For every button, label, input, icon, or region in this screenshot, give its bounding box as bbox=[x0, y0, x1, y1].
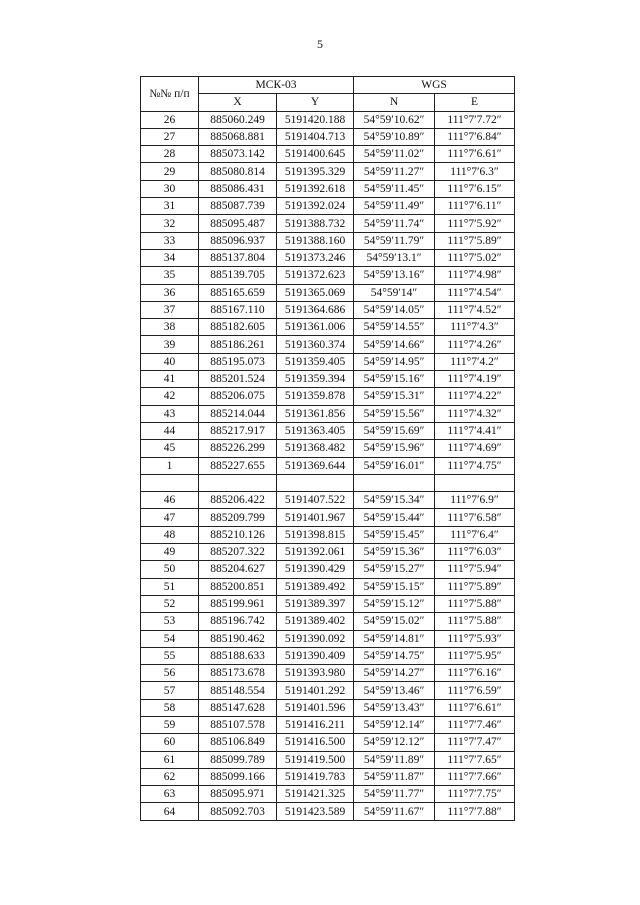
point-number-cell: 59 bbox=[141, 716, 199, 733]
table-row bbox=[141, 509, 515, 526]
n-cell: 54°59′11.49″ bbox=[354, 198, 435, 215]
x-cell: 885137.804 bbox=[199, 249, 277, 266]
table-row bbox=[141, 284, 515, 301]
e-cell: 111°7′6.58″ bbox=[435, 509, 515, 526]
table-row bbox=[141, 215, 515, 232]
point-number-cell: 51 bbox=[141, 578, 199, 595]
e-cell: 111°7′5.02″ bbox=[435, 249, 515, 266]
table-row bbox=[141, 146, 515, 163]
n-cell: 54°59′14.66″ bbox=[354, 336, 435, 353]
x-cell: 885199.961 bbox=[199, 595, 277, 612]
y-cell: 5191389.397 bbox=[277, 595, 354, 612]
point-number-cell: 40 bbox=[141, 353, 199, 370]
e-cell: 111°7′5.88″ bbox=[435, 613, 515, 630]
point-number-cell: 56 bbox=[141, 665, 199, 682]
wgs-header: WGS bbox=[354, 77, 515, 94]
n-cell: 54°59′11.74″ bbox=[354, 215, 435, 232]
x-cell: 885095.487 bbox=[199, 215, 277, 232]
table-row bbox=[141, 665, 515, 682]
point-number-cell: 63 bbox=[141, 786, 199, 803]
n-cell: 54°59′10.89″ bbox=[354, 128, 435, 145]
n-cell: 54°59′13.46″ bbox=[354, 682, 435, 699]
n-cell: 54°59′15.27″ bbox=[354, 561, 435, 578]
point-number-cell: 45 bbox=[141, 440, 199, 457]
n-cell: 54°59′11.79″ bbox=[354, 232, 435, 249]
n-cell: 54°59′10.62″ bbox=[354, 111, 435, 128]
x-cell: 885086.431 bbox=[199, 180, 277, 197]
x-cell: 885099.789 bbox=[199, 751, 277, 768]
n-cell: 54°59′14.05″ bbox=[354, 301, 435, 318]
point-number-cell: 31 bbox=[141, 198, 199, 215]
point-number-cell: 57 bbox=[141, 682, 199, 699]
table-row bbox=[141, 111, 515, 128]
point-number-cell: 27 bbox=[141, 128, 199, 145]
n-cell: 54°59′14.75″ bbox=[354, 647, 435, 664]
x-cell: 885227.655 bbox=[199, 457, 277, 474]
point-number-cell: 49 bbox=[141, 544, 199, 561]
point-number-cell: 29 bbox=[141, 163, 199, 180]
y-cell: 5191364.686 bbox=[277, 301, 354, 318]
table-row bbox=[141, 353, 515, 370]
e-cell: 111°7′6.03″ bbox=[435, 544, 515, 561]
y-cell: 5191372.623 bbox=[277, 267, 354, 284]
point-number-cell: 52 bbox=[141, 595, 199, 612]
point-number-cell: 30 bbox=[141, 180, 199, 197]
point-number-cell: 34 bbox=[141, 249, 199, 266]
e-cell: 111°7′7.88″ bbox=[435, 803, 515, 820]
n-cell: 54°59′15.34″ bbox=[354, 492, 435, 509]
table-header bbox=[141, 77, 515, 112]
table-row bbox=[141, 803, 515, 820]
n-cell: 54°59′15.56″ bbox=[354, 405, 435, 422]
n-cell: 54°59′11.89″ bbox=[354, 751, 435, 768]
n-cell: 54°59′14.81″ bbox=[354, 630, 435, 647]
table-row bbox=[141, 751, 515, 768]
x-cell: 885106.849 bbox=[199, 734, 277, 751]
page-number: 5 bbox=[317, 37, 323, 51]
x-cell: 885148.554 bbox=[199, 682, 277, 699]
y-cell: 5191388.160 bbox=[277, 232, 354, 249]
x-cell: 885107.578 bbox=[199, 716, 277, 733]
y-cell: 5191389.492 bbox=[277, 578, 354, 595]
e-cell: 111°7′5.95″ bbox=[435, 647, 515, 664]
x-cell: 885214.044 bbox=[199, 405, 277, 422]
n-cell: 54°59′12.12″ bbox=[354, 734, 435, 751]
point-number-cell: 28 bbox=[141, 146, 199, 163]
point-number-cell: 33 bbox=[141, 232, 199, 249]
table-row bbox=[141, 647, 515, 664]
table-row bbox=[141, 716, 515, 733]
x-cell: 885095.971 bbox=[199, 786, 277, 803]
e-cell: 111°7′5.89″ bbox=[435, 232, 515, 249]
n-cell: 54°59′15.16″ bbox=[354, 371, 435, 388]
e-cell: 111°7′6.61″ bbox=[435, 699, 515, 716]
y-cell: 5191393.980 bbox=[277, 665, 354, 682]
table-row bbox=[141, 682, 515, 699]
y-cell: 5191389.402 bbox=[277, 613, 354, 630]
e-cell: 111°7′6.61″ bbox=[435, 146, 515, 163]
table-row bbox=[141, 457, 515, 474]
x-cell: 885188.633 bbox=[199, 647, 277, 664]
point-number-cell: 47 bbox=[141, 509, 199, 526]
y-cell: 5191360.374 bbox=[277, 336, 354, 353]
x-cell: 885092.703 bbox=[199, 803, 277, 820]
table-row bbox=[141, 249, 515, 266]
e-cell: 111°7′5.92″ bbox=[435, 215, 515, 232]
e-cell: 111°7′4.26″ bbox=[435, 336, 515, 353]
e-cell: 111°7′7.75″ bbox=[435, 786, 515, 803]
x-cell: 885186.261 bbox=[199, 336, 277, 353]
point-number-cell: 38 bbox=[141, 319, 199, 336]
table-row bbox=[141, 319, 515, 336]
table-row bbox=[141, 526, 515, 543]
table-row bbox=[141, 595, 515, 612]
x-cell: 885060.249 bbox=[199, 111, 277, 128]
n-column-header: N bbox=[354, 94, 435, 111]
table-row bbox=[141, 422, 515, 439]
empty-cell bbox=[141, 474, 199, 491]
e-cell: 111°7′4.2″ bbox=[435, 353, 515, 370]
table-row bbox=[141, 613, 515, 630]
y-cell: 5191419.500 bbox=[277, 751, 354, 768]
e-cell: 111°7′6.16″ bbox=[435, 665, 515, 682]
x-cell: 885210.126 bbox=[199, 526, 277, 543]
x-cell: 885226.299 bbox=[199, 440, 277, 457]
e-cell: 111°7′7.72″ bbox=[435, 111, 515, 128]
e-cell: 111°7′4.3″ bbox=[435, 319, 515, 336]
x-cell: 885182.605 bbox=[199, 319, 277, 336]
table-row bbox=[141, 734, 515, 751]
n-cell: 54°59′13.1″ bbox=[354, 249, 435, 266]
separator-row bbox=[141, 474, 515, 491]
point-number-cell: 35 bbox=[141, 267, 199, 284]
y-cell: 5191365.069 bbox=[277, 284, 354, 301]
e-cell: 111°7′4.32″ bbox=[435, 405, 515, 422]
n-cell: 54°59′11.45″ bbox=[354, 180, 435, 197]
y-cell: 5191407.522 bbox=[277, 492, 354, 509]
x-cell: 885087.739 bbox=[199, 198, 277, 215]
point-number-cell: 39 bbox=[141, 336, 199, 353]
n-cell: 54°59′15.31″ bbox=[354, 388, 435, 405]
y-cell: 5191363.405 bbox=[277, 422, 354, 439]
point-number-cell: 1 bbox=[141, 457, 199, 474]
point-number-cell: 50 bbox=[141, 561, 199, 578]
point-number-cell: 32 bbox=[141, 215, 199, 232]
x-cell: 885096.937 bbox=[199, 232, 277, 249]
y-cell: 5191419.783 bbox=[277, 768, 354, 785]
n-cell: 54°59′15.02″ bbox=[354, 613, 435, 630]
e-cell: 111°7′4.22″ bbox=[435, 388, 515, 405]
y-cell: 5191361.006 bbox=[277, 319, 354, 336]
x-cell: 885190.462 bbox=[199, 630, 277, 647]
e-cell: 111°7′4.54″ bbox=[435, 284, 515, 301]
table-row bbox=[141, 578, 515, 595]
x-cell: 885147.628 bbox=[199, 699, 277, 716]
y-cell: 5191369.644 bbox=[277, 457, 354, 474]
empty-cell bbox=[354, 474, 435, 491]
table-row bbox=[141, 128, 515, 145]
table-row bbox=[141, 699, 515, 716]
x-cell: 885206.422 bbox=[199, 492, 277, 509]
e-column-header: E bbox=[435, 94, 515, 111]
n-cell: 54°59′14.95″ bbox=[354, 353, 435, 370]
x-cell: 885073.142 bbox=[199, 146, 277, 163]
point-number-cell: 26 bbox=[141, 111, 199, 128]
e-cell: 111°7′4.52″ bbox=[435, 301, 515, 318]
table-row bbox=[141, 768, 515, 785]
x-cell: 885165.659 bbox=[199, 284, 277, 301]
y-cell: 5191361.856 bbox=[277, 405, 354, 422]
table-row bbox=[141, 561, 515, 578]
n-cell: 54°59′15.15″ bbox=[354, 578, 435, 595]
point-number-cell: 44 bbox=[141, 422, 199, 439]
x-cell: 885195.073 bbox=[199, 353, 277, 370]
x-cell: 885204.627 bbox=[199, 561, 277, 578]
y-cell: 5191390.409 bbox=[277, 647, 354, 664]
x-cell: 885217.917 bbox=[199, 422, 277, 439]
x-cell: 885173.678 bbox=[199, 665, 277, 682]
e-cell: 111°7′5.93″ bbox=[435, 630, 515, 647]
point-number-cell: 43 bbox=[141, 405, 199, 422]
y-cell: 5191392.618 bbox=[277, 180, 354, 197]
y-cell: 5191421.325 bbox=[277, 786, 354, 803]
point-number-cell: 41 bbox=[141, 371, 199, 388]
e-cell: 111°7′7.46″ bbox=[435, 716, 515, 733]
x-column-header: X bbox=[199, 94, 277, 111]
point-number-cell: 58 bbox=[141, 699, 199, 716]
y-cell: 5191400.645 bbox=[277, 146, 354, 163]
n-cell: 54°59′15.96″ bbox=[354, 440, 435, 457]
n-cell: 54°59′14″ bbox=[354, 284, 435, 301]
e-cell: 111°7′6.15″ bbox=[435, 180, 515, 197]
y-cell: 5191368.482 bbox=[277, 440, 354, 457]
x-cell: 885099.166 bbox=[199, 768, 277, 785]
e-cell: 111°7′4.69″ bbox=[435, 440, 515, 457]
coordinates-table bbox=[140, 76, 515, 821]
point-number-cell: 48 bbox=[141, 526, 199, 543]
n-cell: 54°59′11.27″ bbox=[354, 163, 435, 180]
table-row bbox=[141, 630, 515, 647]
n-cell: 54°59′14.55″ bbox=[354, 319, 435, 336]
y-cell: 5191373.246 bbox=[277, 249, 354, 266]
y-cell: 5191420.188 bbox=[277, 111, 354, 128]
n-cell: 54°59′11.87″ bbox=[354, 768, 435, 785]
point-number-cell: 37 bbox=[141, 301, 199, 318]
table-row bbox=[141, 180, 515, 197]
y-cell: 5191401.292 bbox=[277, 682, 354, 699]
point-number-header: №№ п/п bbox=[141, 77, 199, 112]
n-cell: 54°59′12.14″ bbox=[354, 716, 435, 733]
y-cell: 5191390.429 bbox=[277, 561, 354, 578]
y-cell: 5191416.211 bbox=[277, 716, 354, 733]
e-cell: 111°7′6.59″ bbox=[435, 682, 515, 699]
y-cell: 5191388.732 bbox=[277, 215, 354, 232]
point-number-cell: 60 bbox=[141, 734, 199, 751]
empty-cell bbox=[277, 474, 354, 491]
y-column-header: Y bbox=[277, 94, 354, 111]
n-cell: 54°59′16.01″ bbox=[354, 457, 435, 474]
table-row bbox=[141, 405, 515, 422]
table-body bbox=[141, 111, 515, 820]
y-cell: 5191359.878 bbox=[277, 388, 354, 405]
e-cell: 111°7′7.66″ bbox=[435, 768, 515, 785]
y-cell: 5191404.713 bbox=[277, 128, 354, 145]
empty-cell bbox=[435, 474, 515, 491]
e-cell: 111°7′5.89″ bbox=[435, 578, 515, 595]
x-cell: 885209.799 bbox=[199, 509, 277, 526]
table-row bbox=[141, 786, 515, 803]
x-cell: 885139.705 bbox=[199, 267, 277, 284]
point-number-cell: 46 bbox=[141, 492, 199, 509]
x-cell: 885200.851 bbox=[199, 578, 277, 595]
table-row bbox=[141, 492, 515, 509]
point-number-cell: 42 bbox=[141, 388, 199, 405]
n-cell: 54°59′14.27″ bbox=[354, 665, 435, 682]
n-cell: 54°59′11.02″ bbox=[354, 146, 435, 163]
table-row bbox=[141, 301, 515, 318]
e-cell: 111°7′6.84″ bbox=[435, 128, 515, 145]
x-cell: 885196.742 bbox=[199, 613, 277, 630]
table-row bbox=[141, 198, 515, 215]
e-cell: 111°7′6.9″ bbox=[435, 492, 515, 509]
x-cell: 885167.110 bbox=[199, 301, 277, 318]
n-cell: 54°59′13.16″ bbox=[354, 267, 435, 284]
point-number-cell: 53 bbox=[141, 613, 199, 630]
y-cell: 5191395.329 bbox=[277, 163, 354, 180]
y-cell: 5191392.061 bbox=[277, 544, 354, 561]
e-cell: 111°7′6.11″ bbox=[435, 198, 515, 215]
e-cell: 111°7′4.41″ bbox=[435, 422, 515, 439]
e-cell: 111°7′4.19″ bbox=[435, 371, 515, 388]
y-cell: 5191390.092 bbox=[277, 630, 354, 647]
point-number-cell: 36 bbox=[141, 284, 199, 301]
table-row bbox=[141, 371, 515, 388]
table-row bbox=[141, 163, 515, 180]
y-cell: 5191392.024 bbox=[277, 198, 354, 215]
table-row bbox=[141, 440, 515, 457]
n-cell: 54°59′15.12″ bbox=[354, 595, 435, 612]
x-cell: 885201.524 bbox=[199, 371, 277, 388]
e-cell: 111°7′5.94″ bbox=[435, 561, 515, 578]
e-cell: 111°7′7.47″ bbox=[435, 734, 515, 751]
x-cell: 885206.075 bbox=[199, 388, 277, 405]
table-row bbox=[141, 336, 515, 353]
n-cell: 54°59′15.45″ bbox=[354, 526, 435, 543]
y-cell: 5191401.967 bbox=[277, 509, 354, 526]
y-cell: 5191398.815 bbox=[277, 526, 354, 543]
point-number-cell: 62 bbox=[141, 768, 199, 785]
point-number-cell: 61 bbox=[141, 751, 199, 768]
y-cell: 5191423.589 bbox=[277, 803, 354, 820]
y-cell: 5191416.500 bbox=[277, 734, 354, 751]
y-cell: 5191359.405 bbox=[277, 353, 354, 370]
e-cell: 111°7′4.75″ bbox=[435, 457, 515, 474]
n-cell: 54°59′11.67″ bbox=[354, 803, 435, 820]
x-cell: 885068.881 bbox=[199, 128, 277, 145]
x-cell: 885207.322 bbox=[199, 544, 277, 561]
e-cell: 111°7′5.88″ bbox=[435, 595, 515, 612]
y-cell: 5191359.394 bbox=[277, 371, 354, 388]
empty-cell bbox=[199, 474, 277, 491]
e-cell: 111°7′4.98″ bbox=[435, 267, 515, 284]
x-cell: 885080.814 bbox=[199, 163, 277, 180]
point-number-cell: 54 bbox=[141, 630, 199, 647]
n-cell: 54°59′13.43″ bbox=[354, 699, 435, 716]
table-row bbox=[141, 267, 515, 284]
e-cell: 111°7′7.65″ bbox=[435, 751, 515, 768]
e-cell: 111°7′6.3″ bbox=[435, 163, 515, 180]
y-cell: 5191401.596 bbox=[277, 699, 354, 716]
point-number-cell: 64 bbox=[141, 803, 199, 820]
table-row bbox=[141, 388, 515, 405]
table-row bbox=[141, 232, 515, 249]
n-cell: 54°59′11.77″ bbox=[354, 786, 435, 803]
msk-header: МСК-03 bbox=[199, 77, 354, 94]
n-cell: 54°59′15.69″ bbox=[354, 422, 435, 439]
point-number-cell: 55 bbox=[141, 647, 199, 664]
e-cell: 111°7′6.4″ bbox=[435, 526, 515, 543]
n-cell: 54°59′15.44″ bbox=[354, 509, 435, 526]
n-cell: 54°59′15.36″ bbox=[354, 544, 435, 561]
table-row bbox=[141, 544, 515, 561]
